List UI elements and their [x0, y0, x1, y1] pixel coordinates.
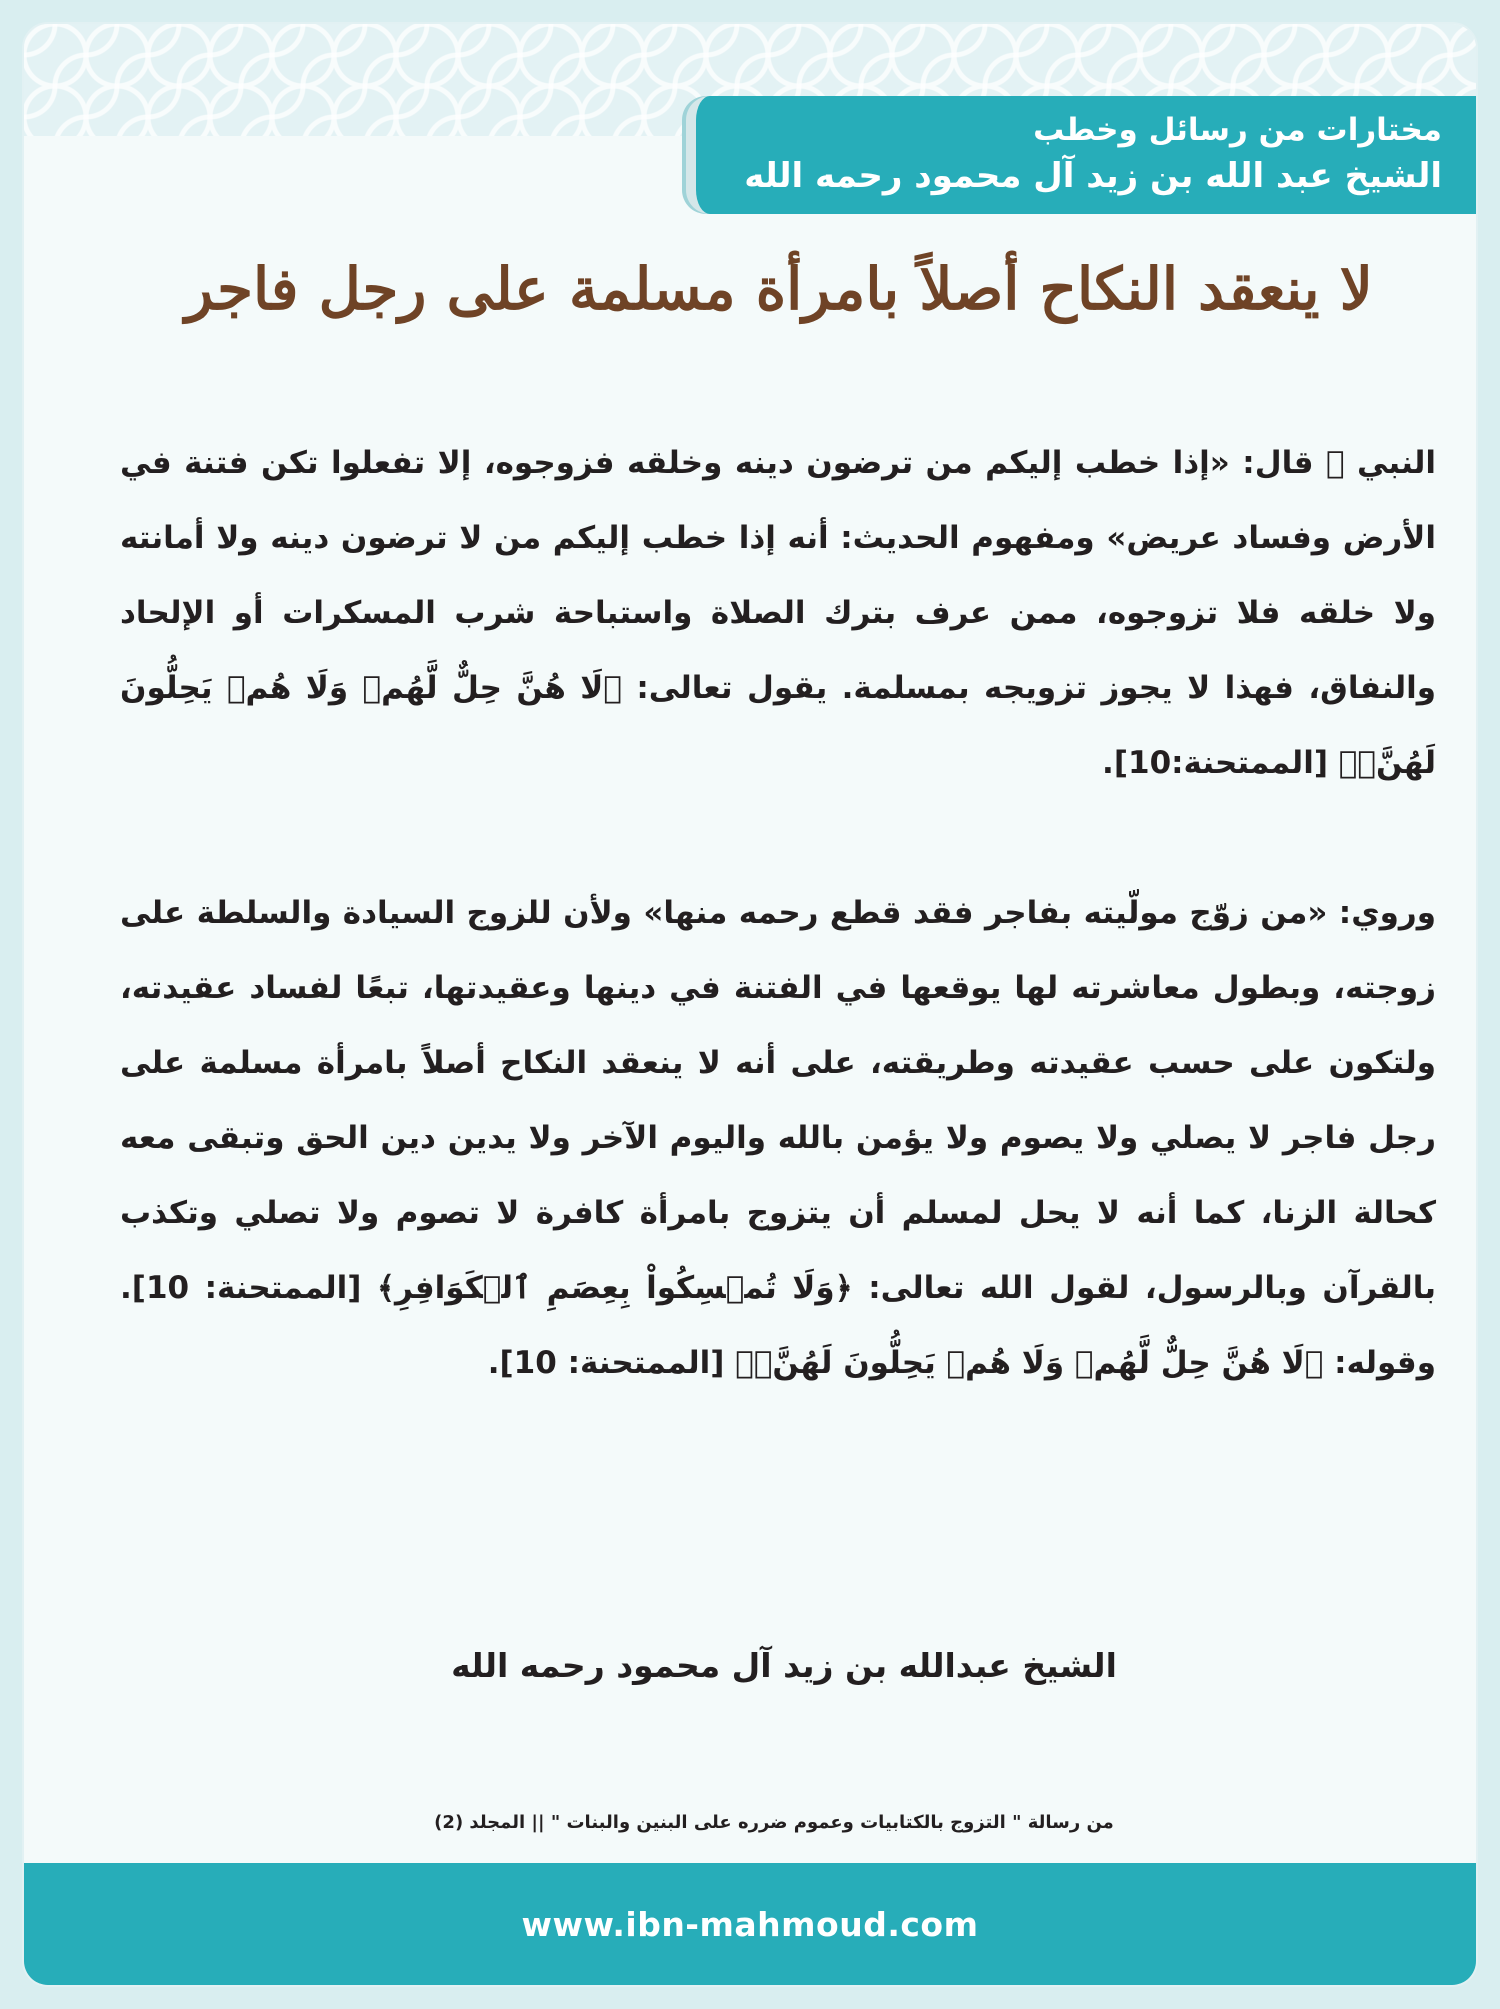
- author-signature: الشيخ عبدالله بن زيد آل محمود رحمه الله: [451, 1646, 1117, 1685]
- series-title: مختارات من رسائل وخطب: [1033, 112, 1442, 148]
- body-paragraph-1: النبي ﷺ قال: «إذا خطب إليكم من ترضون دينه وخلقه فزوجوه، إلا تفعلوا تكن فتنة في الأرض وفساد عريض» ومفهوم الحديث: أنه إذا خطب إليكم من لا ترضون دينه ولا أمانته ولا خلقه فلا تزوجوه، ممن عرف بترك الصلاة واستباحة شرب المسكرات أو الإلحاد والنفاق، فهذا لا يجوز تزويجه بمسلمة. يقول تعالى: ﴿لَا هُنَّ حِلٌّ لَّهُمۡ وَلَا هُمۡ يَحِلُّونَ لَهُنَّۖ﴾ [الممتحنة:10].: [120, 445, 1436, 781]
- page-card: [22, 22, 1478, 1987]
- website-link[interactable]: www.ibn-mahmoud.com: [521, 1905, 979, 1944]
- article-title: لا ينعقد النكاح أصلاً بامرأة مسلمة على رجل فاجر: [185, 255, 1373, 323]
- article-body: [120, 426, 1436, 1476]
- source-reference: من رسالة " التزوج بالكتابيات وعموم ضرره على البنين والبنات " || المجلد (2): [434, 1812, 1114, 1833]
- body-paragraph-2: وروي: «من زوّج مولّيته بفاجر فقد قطع رحمه منها» ولأن للزوج السيادة والسلطة على زوجته، وبطول معاشرته لها يوقعها في الفتنة في دينها وعقيدتها، تبعًا لفساد عقيدته، ولتكون على حسب عقيدته وطريقته، على أنه لا ينعقد النكاح أصلاً بامرأة مسلمة على رجل فاجر لا يصلي ولا يصوم ولا يؤمن بالله واليوم الآخر ولا يدين دين الحق وتبقى معه كحالة الزنا، كما أنه لا يحل لمسلم أن يتزوج بامرأة كافرة لا تصوم ولا تصلي وتكذب بالقرآن وبالرسول، لقول الله تعالى: ﴿وَلَا تُمۡسِكُواْ بِعِصَمِ ٱلۡكَوَافِرِ﴾ [الممتحنة: 10]. وقوله: ﴿لَا هُنَّ حِلٌّ لَّهُمۡ وَلَا هُمۡ يَحِلُّونَ لَهُنَّۖ﴾ [الممتحنة: 10].: [120, 895, 1436, 1381]
- series-banner: [686, 96, 1476, 214]
- footer-bar: [24, 1863, 1476, 1985]
- series-author: الشيخ عبد الله بن زيد آل محمود رحمه الله: [744, 156, 1442, 196]
